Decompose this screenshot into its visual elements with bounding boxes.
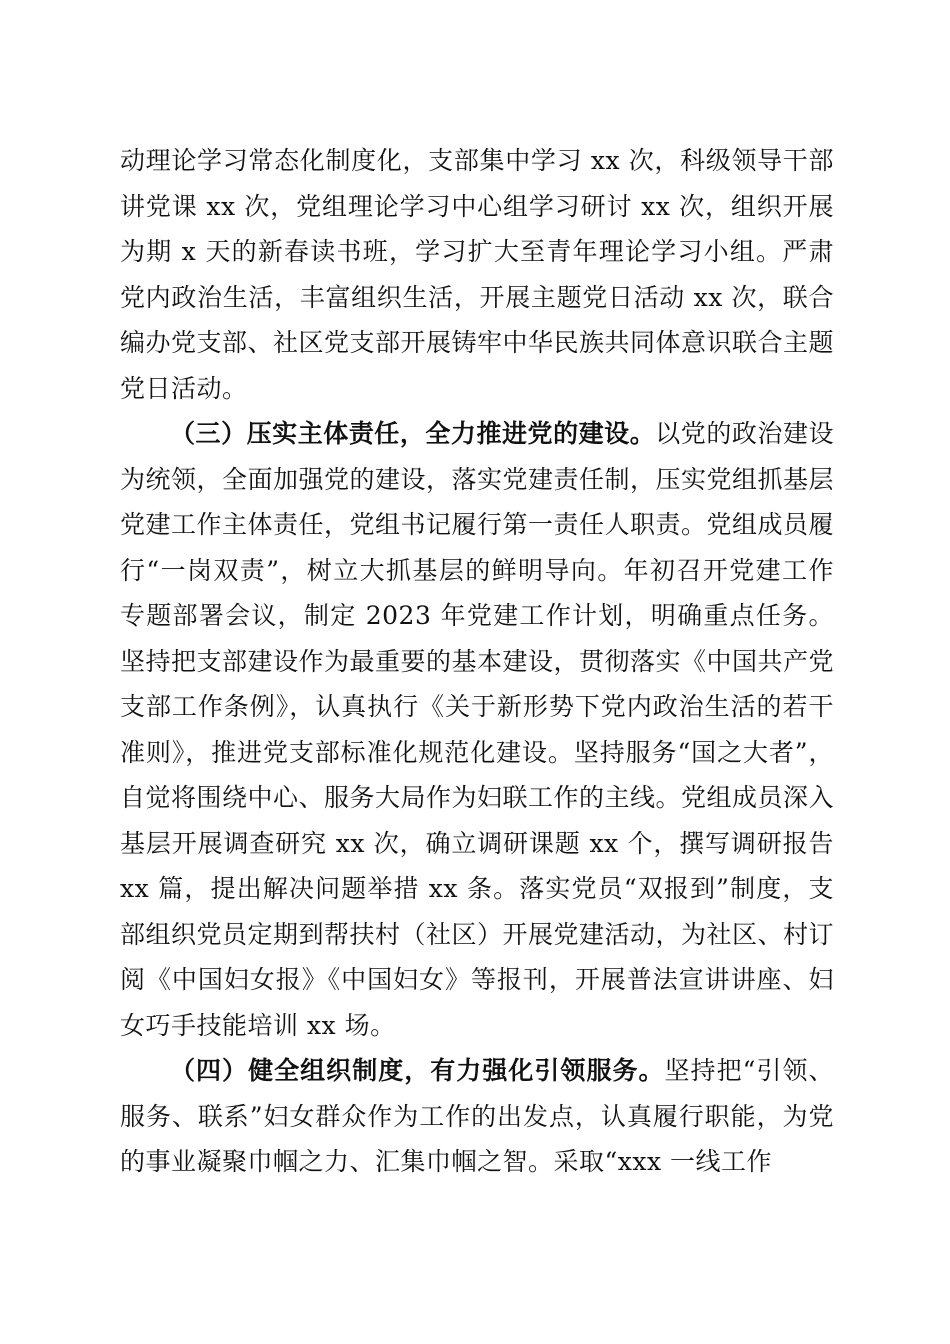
section-heading: （四）健全组织制度，有力强化引领服务。	[170, 1056, 665, 1085]
paragraph-body: 以党的政治建设为统领，全面加强党的建设，落实党建责任制，压实党组抓基层党建工作主体责任，党组书记履行第一责任人职责。党组成员履行“一岗双责”，树立大抓基层的鲜明导向。年初召开党建工作专题部署会议，制定 2023 年党建工作计划，明确重点任务。坚持把支部建设作为最重要的基本建设，贯彻落实《中国共产党支部工作条例》，认真执行《关于新形势下党内政治生活的若干准则》，推进党支部标准化规范化建设。坚持服务“国之大者”，自觉将围绕中心、服务大局作为妇联工作的主线。党组成员深入基层开展调查研究 xx 次，确立调研课题 xx 个，撰写调研报告 xx 篇，提出解决问题举措 xx 条。落实党员“双报到”制度，支部组织党员定期到帮扶村（社区）开展党建活动，为社区、村订阅《中国妇女报》《中国妇女》等报刊，开展普法宣讲讲座、妇女巧手技能培训 xx 场。	[120, 419, 835, 1040]
paragraph-section-3	[120, 411, 834, 1048]
document-body	[120, 138, 834, 1185]
paragraph-body: 坚持把“引领、服务、联系”妇女群众作为工作的出发点，认真履行职能，为党的事业凝聚巾帼之力、汇集巾帼之智。采取“xxx 一线工作	[120, 1056, 834, 1176]
paragraph-continuation	[120, 138, 834, 411]
paragraph-section-4	[120, 1048, 834, 1185]
paragraph-body: 动理论学习常态化制度化，支部集中学习 xx 次，科级领导干部讲党课 xx 次，党组理论学习中心组学习研讨 xx 次，组织开展为期 x 天的新春读书班，学习扩大至青年理论学习小组。严肃党内政治生活，丰富组织生活，开展主题党日活动 xx 次，联合编办党支部、社区党支部开展铸牢中华民族共同体意识联合主题党日活动。	[120, 146, 835, 403]
section-heading: （三）压实主体责任，全力推进党的建设。	[170, 419, 656, 448]
